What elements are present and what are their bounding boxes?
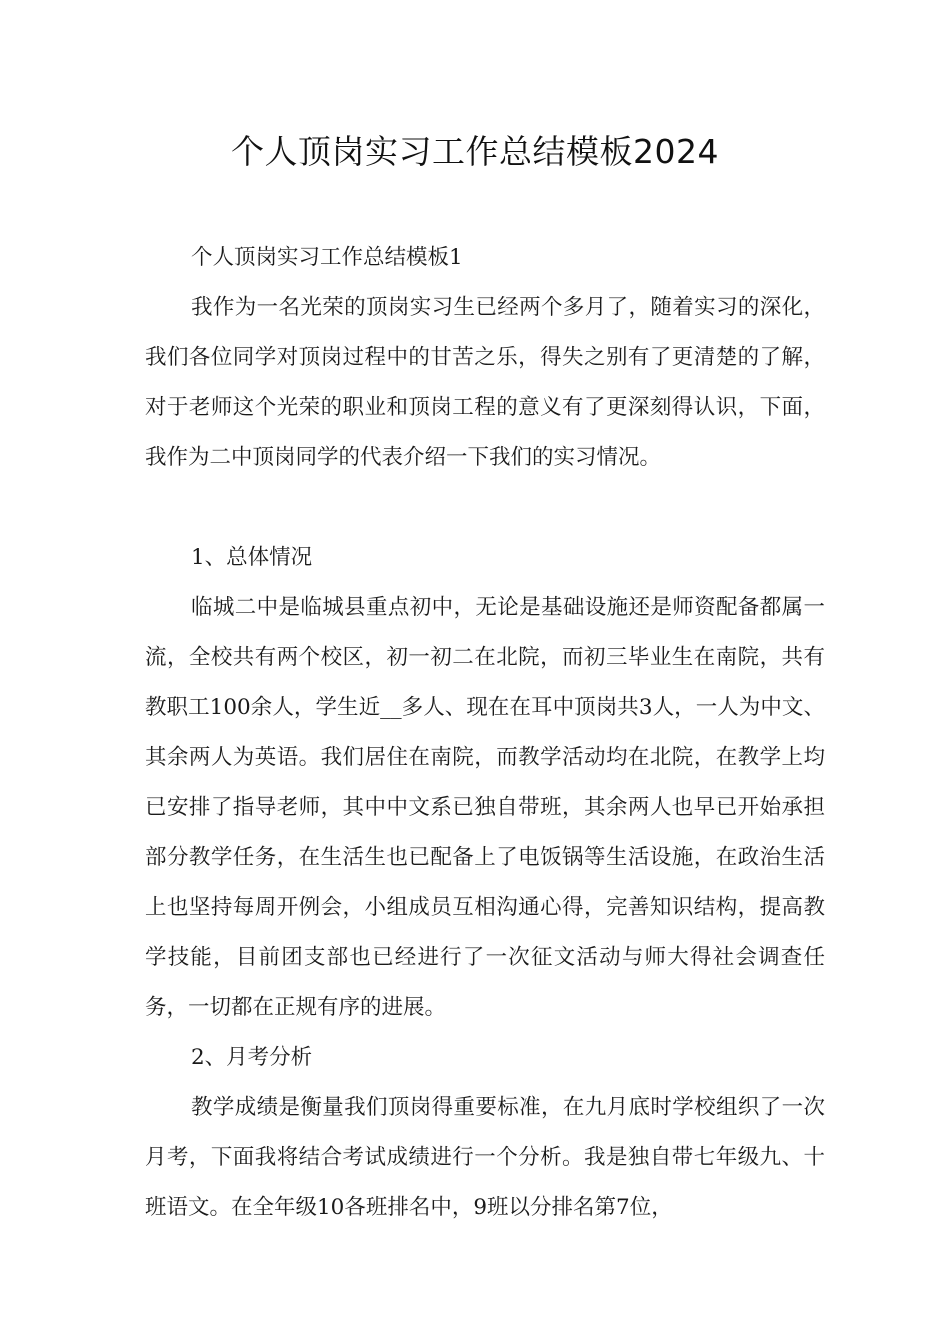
subtitle: 个人顶岗实习工作总结模板1 [191,245,463,270]
section-heading-overview: 1、总体情况 [191,545,313,570]
exam-analysis-paragraph: 教学成绩是衡量我们顶岗得重要标准，在九月底时学校组织了一次月考，下面我将结合考试成绩进行一个分析。我是独自带七年级九、十班语文。在全年级10各班排名中，9班以分排名第7位， [145,1095,825,1220]
overview-paragraph: 临城二中是临城县重点初中，无论是基础设施还是师资配备都属一流，全校共有两个校区，初一初二在北院，而初三毕业生在南院，共有教职工100余人，学生近__多人、现在在耳中顶岗共3人，一人为中文、其余两人为英语。我们居住在南院，而教学活动均在北院，在教学上均已安排了指导老师，其中中文系已独自带班，其余两人也早已开始承担部分教学任务，在生活生也已配备上了电饭锅等生活设施，在政治生活上也坚持每周开例会，小组成员互相沟通心得，完善知识结构，提高教学技能，目前团支部也已经进行了一次征文活动与师大得社会调查任务，一切都在正规有序的进展。 [145,595,825,1020]
document-body [145,233,825,1233]
section-heading-exam-analysis: 2、月考分析 [191,1045,313,1070]
document-title: 个人顶岗实习工作总结模板2024 [231,132,719,171]
intro-paragraph: 我作为一名光荣的顶岗实习生已经两个多月了，随着实习的深化，我们各位同学对顶岗过程中的甘苦之乐，得失之别有了更清楚的了解，对于老师这个光荣的职业和顶岗工程的意义有了更深刻得认识，下面，我作为二中顶岗同学的代表介绍一下我们的实习情况。 [145,295,825,470]
paragraph-gap [145,483,825,533]
